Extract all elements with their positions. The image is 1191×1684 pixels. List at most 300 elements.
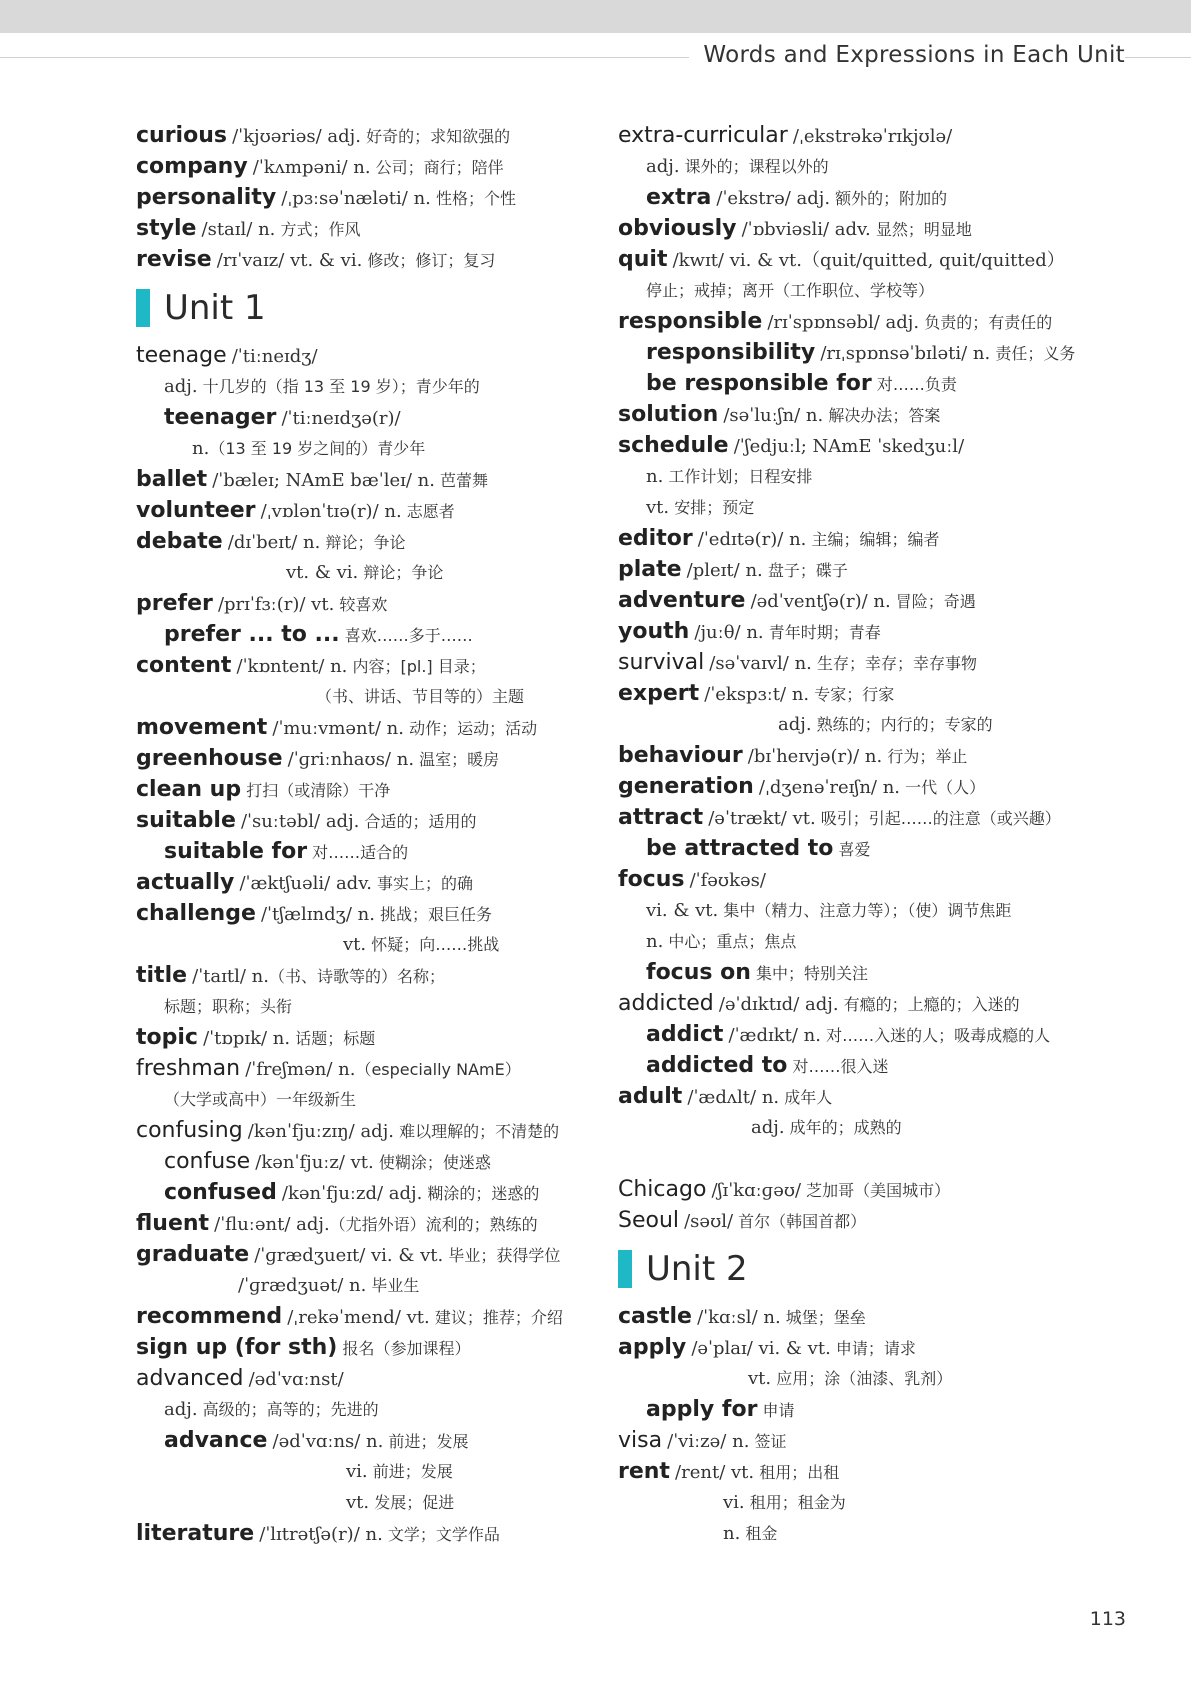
phonetic-pos: /kənˈfjuːzd/ adj. — [281, 1183, 423, 1204]
phonetic-pos: /ˈɡriːnhaʊs/ n. — [287, 749, 415, 770]
vocab-entry — [136, 495, 636, 526]
headword: title — [136, 963, 188, 988]
phonetic-pos: /ˈɡrædʒuət/ n. — [238, 1275, 367, 1296]
headword: challenge — [136, 901, 256, 926]
definition: 有瘾的；上瘾的；入迷的 — [838, 995, 1020, 1014]
headword: personality — [136, 185, 277, 210]
headword: quit — [618, 247, 668, 272]
phonetic-pos: /ˈʃedjuːl; NAmE ˈskedʒuːl/ — [733, 436, 965, 457]
headword: actually — [136, 870, 235, 895]
vocab-entry — [136, 867, 636, 898]
headword: freshman — [136, 1056, 241, 1081]
definition: 事实上；的确 — [371, 874, 474, 893]
headword: schedule — [618, 433, 729, 458]
definition: 租用；租金为 — [744, 1493, 846, 1512]
vocab-entry — [618, 957, 1118, 988]
vocab-entry — [136, 929, 636, 960]
vocab-entry — [618, 1205, 1118, 1236]
headword: Chicago — [618, 1177, 707, 1202]
definition: 对……入迷的人；吸毒成瘾的人 — [821, 1026, 1051, 1045]
headword: attract — [618, 805, 704, 830]
phonetic-pos: /ˈkɑːsl/ n. — [697, 1307, 781, 1328]
definition: （书、诗歌等的）名称； — [268, 967, 445, 986]
phonetic-pos: /ˌekstrəkəˈrɪkjʊlə/ — [792, 126, 953, 147]
definition: 难以理解的；不清楚的 — [394, 1122, 560, 1141]
vocab-entry — [136, 712, 636, 743]
definition: 生存；幸存；幸存事物 — [811, 654, 977, 673]
definition: （尤指外语）流利的；熟练的 — [329, 1215, 538, 1234]
vocab-entry — [136, 340, 636, 371]
vocab-entry — [618, 864, 1118, 895]
phonetic-pos: /ˈæktʃuəli/ adv. — [239, 873, 372, 894]
phonetic-pos: /ədˈventʃə(r)/ n. — [750, 591, 891, 612]
definition: 额外的；附加的 — [830, 189, 948, 208]
phonetic-pos: /staɪl/ n. — [201, 219, 276, 240]
definition: 签证 — [749, 1432, 787, 1451]
vocab-entry — [136, 1115, 636, 1146]
vocab-entry — [136, 588, 636, 619]
vocab-entry — [136, 371, 636, 402]
headword: visa — [618, 1428, 663, 1453]
definition: 打扫（或清除）干净 — [246, 781, 391, 800]
headword: debate — [136, 529, 223, 554]
headword: focus on — [646, 960, 751, 985]
vocab-entry — [618, 771, 1118, 802]
headword: behaviour — [618, 743, 743, 768]
page-number: 113 — [1089, 1608, 1126, 1630]
phonetic-pos: /ˈtiːneɪdʒə(r)/ — [281, 408, 401, 429]
headword: addicted — [618, 991, 714, 1016]
vocab-entry — [618, 368, 1118, 399]
phonetic-pos: /əˈplaɪ/ vi. & vt. — [691, 1338, 831, 1359]
definition: 成年人 — [779, 1088, 833, 1107]
definition: 性格；个性 — [430, 189, 516, 208]
phonetic-pos: /rɪˌspɒnsəˈbɪləti/ n. — [820, 343, 991, 364]
phonetic-pos: /ˈtɒpɪk/ n. — [203, 1028, 291, 1049]
phonetic-pos: /ˈkjʊəriəs/ adj. — [232, 126, 361, 147]
headword: addicted to — [646, 1053, 788, 1078]
vocab-entry — [618, 585, 1118, 616]
definition: 合适的；适用的 — [359, 812, 477, 831]
phonetic-pos: vt. — [346, 1492, 370, 1513]
definition: 负责的；有责任的 — [919, 313, 1053, 332]
phonetic-pos: /ədˈvɑːnst/ — [248, 1369, 344, 1390]
phonetic-pos: /ˌpɜːsəˈnæləti/ n. — [281, 188, 431, 209]
vocab-entry — [618, 709, 1118, 740]
headword: prefer — [136, 591, 213, 616]
headword: movement — [136, 715, 268, 740]
definition: 集中（精力、注意力等）；（使）调节焦距 — [718, 901, 1012, 920]
phonetic-pos: /kənˈfjuːz/ vt. — [255, 1152, 374, 1173]
unit-accent-bar — [618, 1250, 632, 1288]
definition: 对……很入迷 — [792, 1057, 889, 1076]
phonetic-pos: /rɪˈvaɪz/ vt. & vi. — [216, 250, 363, 271]
definition: 建议；推荐；介绍 — [429, 1308, 563, 1327]
headword: volunteer — [136, 498, 256, 523]
headword: prefer ... to ... — [164, 622, 340, 647]
headword: clean up — [136, 777, 242, 802]
vocab-entry — [618, 895, 1118, 926]
definition: 主编；编辑；编者 — [806, 530, 940, 549]
definition: 使糊涂；使迷惑 — [373, 1153, 491, 1172]
phonetic-pos: /rɪˈspɒnsəbl/ adj. — [767, 312, 920, 333]
vocab-entry — [136, 433, 636, 464]
vocab-entry — [618, 306, 1118, 337]
definition: 行为；举止 — [882, 747, 968, 766]
definition: 责任；义务 — [990, 344, 1076, 363]
right-column — [618, 120, 1118, 1549]
phonetic-pos: n. — [646, 931, 664, 952]
vocab-entry — [618, 740, 1118, 771]
spacer — [618, 1143, 1118, 1174]
headword: be attracted to — [646, 836, 834, 861]
definition: 文学；文学作品 — [382, 1525, 500, 1544]
headword: confusing — [136, 1118, 243, 1143]
vocab-entry — [136, 898, 636, 929]
definition: 好奇的；求知欲强的 — [360, 127, 511, 146]
definition: 喜欢……多于…… — [344, 626, 473, 645]
vocab-entry — [136, 991, 636, 1022]
vocab-entry — [136, 1332, 636, 1363]
headword: survival — [618, 650, 705, 675]
phonetic-pos: /ˈkʌmpəni/ n. — [252, 157, 371, 178]
vocab-entry — [618, 1456, 1118, 1487]
vocab-entry — [136, 960, 636, 991]
headword: suitable for — [164, 839, 308, 864]
definition: 成年的；成熟的 — [784, 1118, 902, 1137]
headword: confused — [164, 1180, 277, 1205]
headword: obviously — [618, 216, 737, 241]
headword: greenhouse — [136, 746, 283, 771]
vocab-entry — [618, 554, 1118, 585]
headword: expert — [618, 681, 700, 706]
vocab-entry — [136, 1363, 636, 1394]
vocab-entry — [618, 182, 1118, 213]
definition: 集中；特别关注 — [756, 964, 869, 983]
definition: 标题；职称；头衔 — [164, 997, 293, 1016]
phonetic-pos: /ˈɒbviəsli/ adv. — [741, 219, 871, 240]
definition: 冒险；奇遇 — [890, 592, 976, 611]
headword: apply for — [646, 1397, 758, 1422]
headword: Seoul — [618, 1208, 680, 1233]
phonetic-pos: /ˈmuːvmənt/ n. — [272, 718, 404, 739]
definition: 话题；标题 — [290, 1029, 376, 1048]
vocab-entry — [618, 678, 1118, 709]
vocab-entry — [136, 244, 636, 275]
definition: 首尔（韩国首都） — [733, 1212, 867, 1231]
vocab-entry — [618, 1174, 1118, 1205]
vocab-entry — [618, 492, 1118, 523]
definition: 高级的；高等的；先进的 — [197, 1400, 379, 1419]
vocab-entry — [136, 213, 636, 244]
headword: castle — [618, 1304, 692, 1329]
definition: 租金 — [740, 1524, 778, 1543]
definition: 方式；作风 — [275, 220, 361, 239]
headword: teenager — [164, 405, 277, 430]
definition: 芝加哥（美国城市） — [801, 1181, 951, 1200]
definition: 青年时期；青春 — [763, 623, 881, 642]
definition: 糊涂的；迷惑的 — [422, 1184, 540, 1203]
vocab-entry — [618, 616, 1118, 647]
top-band — [0, 0, 1191, 33]
definition: （13 至 19 岁之间的）青少年 — [209, 439, 426, 458]
phonetic-pos: /juːθ/ n. — [694, 622, 764, 643]
vocab-entry — [618, 647, 1118, 678]
vocab-entry — [618, 523, 1118, 554]
phonetic-pos: /bɪˈheɪvjə(r)/ n. — [747, 746, 883, 767]
phonetic-pos: /kənˈfjuːzɪŋ/ adj. — [247, 1121, 395, 1142]
vocab-entry — [136, 1518, 636, 1549]
phonetic-pos: adj. — [646, 156, 680, 177]
definition: 对……适合的 — [312, 843, 409, 862]
vocab-entry — [136, 1208, 636, 1239]
headword: sign up (for sth) — [136, 1335, 338, 1360]
definition: 较喜欢 — [334, 595, 388, 614]
vocab-entry — [136, 650, 636, 681]
phonetic-pos: n. — [723, 1523, 741, 1544]
vocab-entry — [618, 1081, 1118, 1112]
definition: 志愿者 — [401, 502, 455, 521]
phonetic-pos: vi. & vt. — [646, 900, 719, 921]
vocab-entry — [136, 1270, 636, 1301]
definition: 一代（人） — [900, 778, 986, 797]
vocab-entry — [618, 337, 1118, 368]
phonetic-pos: vt. — [343, 934, 367, 955]
phonetic-pos: adj. — [164, 1399, 198, 1420]
vocab-entry — [618, 802, 1118, 833]
vocab-entry — [618, 1363, 1118, 1394]
phonetic-pos: /ˈekstrə/ adj. — [716, 188, 831, 209]
headword: solution — [618, 402, 719, 427]
vocab-entry — [618, 120, 1118, 151]
vocab-entry — [618, 833, 1118, 864]
vocab-entry — [136, 402, 636, 433]
definition: 内容；[pl.] 目录； — [347, 657, 486, 676]
headword: ballet — [136, 467, 208, 492]
vocab-entry — [618, 1050, 1118, 1081]
phonetic-pos: vi. — [346, 1461, 368, 1482]
definition: （especially NAmE） — [355, 1060, 521, 1079]
vocab-entry — [136, 836, 636, 867]
phonetic-pos: /pleɪt/ n. — [686, 560, 763, 581]
headword: topic — [136, 1025, 198, 1050]
definition: 工作计划；日程安排 — [663, 467, 813, 486]
phonetic-pos: vi. — [723, 1492, 745, 1513]
headword: generation — [618, 774, 754, 799]
definition: 挑战；艰巨任务 — [374, 905, 493, 924]
headword: extra-curricular — [618, 123, 788, 148]
headword: suitable — [136, 808, 236, 833]
definition: 芭蕾舞 — [434, 471, 489, 490]
headword: rent — [618, 1459, 670, 1484]
phonetic-pos: /rent/ vt. — [675, 1462, 755, 1483]
definition: 报名（参加课程） — [342, 1339, 471, 1358]
phonetic-pos: /ˌdʒenəˈreɪʃn/ n. — [758, 777, 901, 798]
definition: 辩论；争论 — [358, 563, 444, 582]
vocab-entry — [136, 1425, 636, 1456]
phonetic-pos: vt. — [646, 497, 670, 518]
phonetic-pos: /ˈtaɪtl/ n. — [192, 966, 269, 987]
definition: 租用；出租 — [754, 1463, 840, 1482]
headword: extra — [646, 185, 712, 210]
phonetic-pos: /səˈvaɪvl/ n. — [709, 653, 812, 674]
vocab-entry — [136, 1053, 636, 1084]
phonetic-pos: /ˈtiːneɪdʒ/ — [231, 346, 318, 367]
phonetic-pos: /əˈdɪktɪd/ adj. — [718, 994, 839, 1015]
headword: be responsible for — [646, 371, 872, 396]
vocab-entry — [136, 805, 636, 836]
headword: adult — [618, 1084, 683, 1109]
headword: literature — [136, 1521, 255, 1546]
headword: plate — [618, 557, 682, 582]
definition: 发展；促进 — [369, 1493, 455, 1512]
headword: curious — [136, 123, 227, 148]
unit-title: Unit 2 — [646, 1248, 748, 1289]
vocab-entry — [136, 1084, 636, 1115]
phonetic-pos: vt. & vi. — [286, 562, 359, 583]
left-column — [136, 120, 636, 1549]
headword: content — [136, 653, 232, 678]
phonetic-pos: adj. — [751, 1117, 785, 1138]
headword: revise — [136, 247, 212, 272]
headword: recommend — [136, 1304, 283, 1329]
phonetic-pos: /ˈfluːənt/ adj. — [214, 1214, 330, 1235]
phonetic-pos: /ˈfəʊkəs/ — [689, 870, 766, 891]
definition: 修改；修订；复习 — [362, 251, 496, 270]
phonetic-pos: /ʃɪˈkɑːɡəʊ/ — [711, 1180, 802, 1201]
vocab-entry — [136, 120, 636, 151]
definition: 吸引；引起……的注意（或兴趣） — [815, 809, 1061, 828]
phonetic-pos: vt. — [748, 1368, 772, 1389]
vocab-entry — [136, 1487, 636, 1518]
vocab-entry — [618, 244, 1118, 275]
definition: 辩论；争论 — [320, 533, 406, 552]
headword: apply — [618, 1335, 687, 1360]
headword: addict — [646, 1022, 724, 1047]
phonetic-pos: /ədˈvɑːns/ n. — [272, 1431, 384, 1452]
phonetic-pos: /ˈædɪkt/ n. — [728, 1025, 821, 1046]
definition: 申请；请求 — [830, 1339, 916, 1358]
vocab-entry — [618, 275, 1118, 306]
definition: 毕业；获得学位 — [443, 1246, 561, 1265]
vocab-entry — [136, 1146, 636, 1177]
unit-title: Unit 1 — [164, 287, 266, 328]
phonetic-pos: n. — [192, 438, 210, 459]
definition: 十几岁的（指 13 至 19 岁）；青少年的 — [197, 377, 480, 396]
vocab-entry — [136, 1177, 636, 1208]
phonetic-pos: /kwɪt/ vi. & vt.（quit/quitted, quit/quitted） — [672, 250, 1065, 271]
phonetic-pos: /ˈedɪtə(r)/ n. — [697, 529, 807, 550]
definition: 解决办法；答案 — [823, 406, 941, 425]
definition: 专家；行家 — [809, 685, 895, 704]
headword: teenage — [136, 343, 227, 368]
headword: confuse — [164, 1149, 251, 1174]
phonetic-pos: /ˌvɒlənˈtɪə(r)/ n. — [260, 501, 402, 522]
phonetic-pos: adj. — [778, 714, 812, 735]
vocab-entry — [618, 1019, 1118, 1050]
vocab-entry — [618, 430, 1118, 461]
phonetic-pos: /səˈluːʃn/ n. — [723, 405, 824, 426]
vocab-entry — [136, 774, 636, 805]
headword: fluent — [136, 1211, 210, 1236]
vocab-entry — [136, 743, 636, 774]
vocab-entry — [618, 213, 1118, 244]
definition: 显然；明显地 — [870, 220, 972, 239]
definition: 中心；重点；焦点 — [663, 932, 797, 951]
vocab-entry — [136, 464, 636, 495]
definition: 动作；运动；活动 — [403, 719, 538, 738]
definition: 喜爱 — [838, 840, 871, 859]
definition: 公司；商行；陪伴 — [370, 158, 504, 177]
unit-heading — [136, 275, 636, 340]
vocab-entry — [136, 619, 636, 650]
vocab-entry — [136, 1394, 636, 1425]
headword: adventure — [618, 588, 746, 613]
definition: 申请 — [762, 1401, 795, 1420]
running-header: Words and Expressions in Each Unit — [689, 42, 1125, 68]
vocab-entry — [136, 151, 636, 182]
definition: （大学或高中）一年级新生 — [164, 1090, 357, 1109]
vocab-entry — [136, 1239, 636, 1270]
phonetic-pos: /ˈviːzə/ n. — [667, 1431, 750, 1452]
definition: 安排；预定 — [669, 498, 755, 517]
headword: advance — [164, 1428, 268, 1453]
definition: 前进；发展 — [367, 1462, 453, 1481]
vocab-entry — [618, 1112, 1118, 1143]
headword: responsibility — [646, 340, 816, 365]
vocab-entry — [618, 461, 1118, 492]
vocab-entry — [136, 526, 636, 557]
vocab-entry — [136, 1301, 636, 1332]
definition: 应用；涂（油漆、乳剂） — [771, 1369, 953, 1388]
vocab-entry — [136, 1022, 636, 1053]
vocab-entry — [136, 681, 636, 712]
vocab-entry — [618, 1394, 1118, 1425]
headword: advanced — [136, 1366, 244, 1391]
vocab-entry — [618, 1301, 1118, 1332]
phonetic-pos: /prɪˈfɜː(r)/ vt. — [217, 594, 335, 615]
vocab-entry — [618, 1487, 1118, 1518]
phonetic-pos: /ˌrekəˈmend/ vt. — [287, 1307, 430, 1328]
phonetic-pos: /ˈekspɜːt/ n. — [704, 684, 810, 705]
vocab-entry — [136, 557, 636, 588]
phonetic-pos: /ˈkɒntent/ n. — [236, 656, 348, 677]
definition: 温室；暖房 — [414, 750, 500, 769]
definition: 前进；发展 — [383, 1432, 469, 1451]
vocab-entry — [618, 926, 1118, 957]
definition: 毕业生 — [366, 1276, 420, 1295]
vocab-entry — [618, 988, 1118, 1019]
phonetic-pos: /ˈtʃælɪndʒ/ n. — [260, 904, 375, 925]
definition: （书、讲话、节目等的）主题 — [316, 687, 525, 706]
phonetic-pos: adj. — [164, 376, 198, 397]
vocab-entry — [618, 1332, 1118, 1363]
vocab-entry — [618, 151, 1118, 182]
vocab-entry — [618, 399, 1118, 430]
vocab-entry — [618, 1425, 1118, 1456]
definition: 盘子；碟子 — [762, 561, 848, 580]
vocab-entry — [618, 1518, 1118, 1549]
headword: responsible — [618, 309, 763, 334]
phonetic-pos: /əˈtrækt/ vt. — [708, 808, 816, 829]
phonetic-pos: /ˈsuːtəbl/ adj. — [240, 811, 360, 832]
phonetic-pos: /ˈlɪtrətʃə(r)/ n. — [259, 1524, 383, 1545]
headword: graduate — [136, 1242, 250, 1267]
phonetic-pos: /səʊl/ — [684, 1211, 734, 1232]
headword: youth — [618, 619, 690, 644]
vocab-entry — [136, 1456, 636, 1487]
phonetic-pos: /ˈfreʃmən/ n. — [245, 1059, 356, 1080]
